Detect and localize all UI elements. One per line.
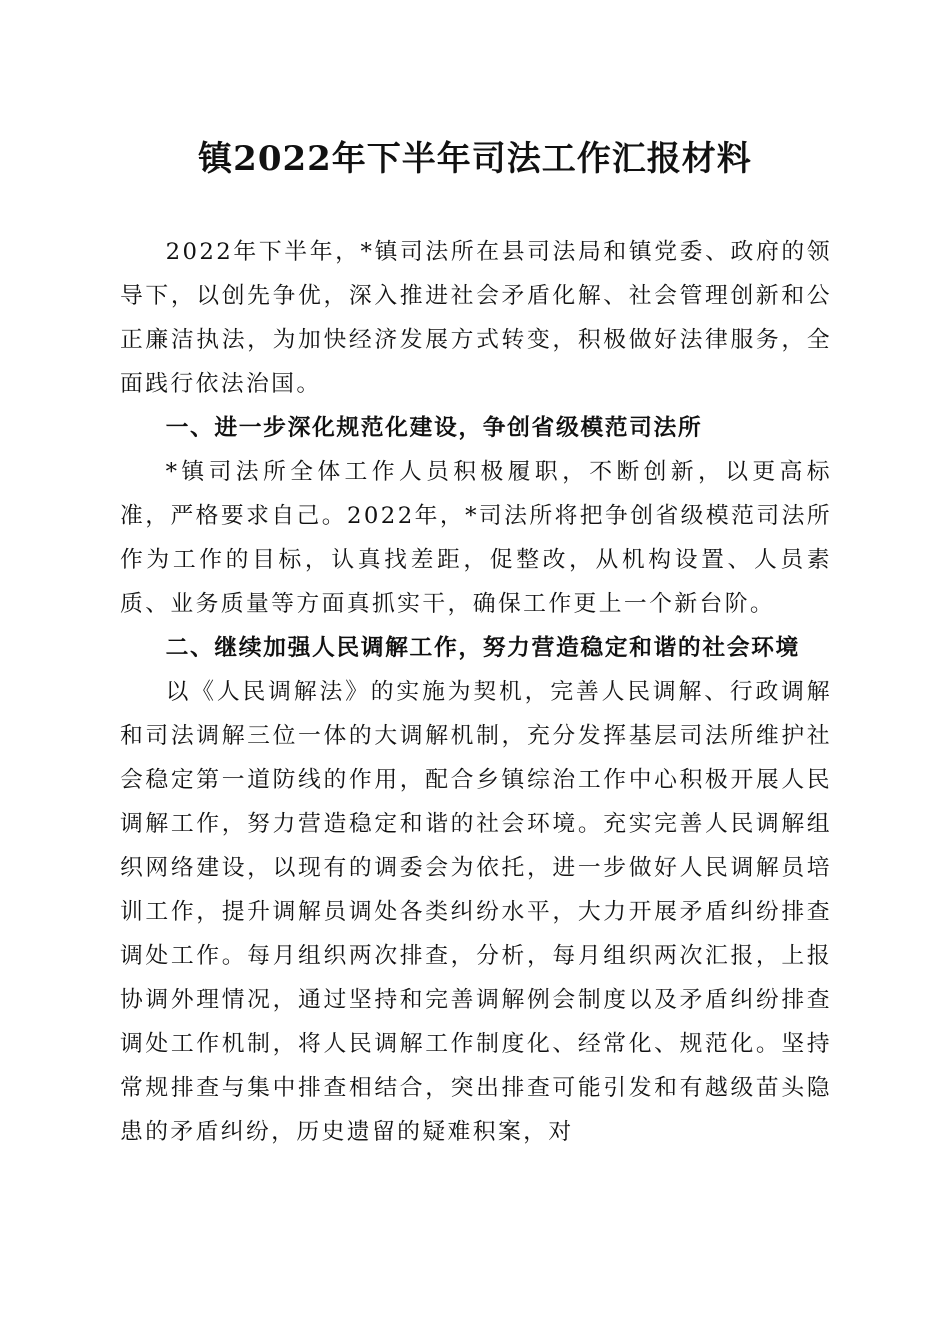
- section-body-1: *镇司法所全体工作人员积极履职，不断创新，以更高标准，严格要求自己。2022年，*司法所将把争创省级模范司法所作为工作的目标，认真找差距，促整改，从机构设置、人员素质、业务质量等方面真抓实干，确保工作更上一个新台阶。: [120, 459, 832, 617]
- section-heading-2: 二、继续加强人民调解工作，努力营造稳定和谐的社会环境: [165, 635, 800, 661]
- document-body: [120, 230, 832, 1154]
- section-heading-1: 一、进一步深化规范化建设，争创省级模范司法所: [165, 415, 703, 441]
- document-title: 镇2022年下半年司法工作汇报材料: [198, 139, 752, 179]
- intro-paragraph: 2022年下半年，*镇司法所在县司法局和镇党委、政府的领导下，以创先争优，深入推进社会矛盾化解、社会管理创新和公正廉洁执法，为加快经济发展方式转变，积极做好法律服务，全面践行依法治国。: [120, 239, 832, 397]
- section-body-2: 以《人民调解法》的实施为契机，完善人民调解、行政调解和司法调解三位一体的大调解机制，充分发挥基层司法所维护社会稳定第一道防线的作用，配合乡镇综治工作中心积极开展人民调解工作，努力营造稳定和谐的社会环境。充实完善人民调解组织网络建设，以现有的调委会为依托，进一步做好人民调解员培训工作，提升调解员调处各类纠纷水平，大力开展矛盾纠纷排查调处工作。每月组织两次排查，分析，每月组织两次汇报，上报协调外理情况，通过坚持和完善调解例会制度以及矛盾纠纷排查调处工作机制，将人民调解工作制度化、经常化、规范化。坚持常规排查与集中排查相结合，突出排查可能引发和有越级苗头隐患的矛盾纠纷，历史遗留的疑难积案，对: [120, 679, 832, 1145]
